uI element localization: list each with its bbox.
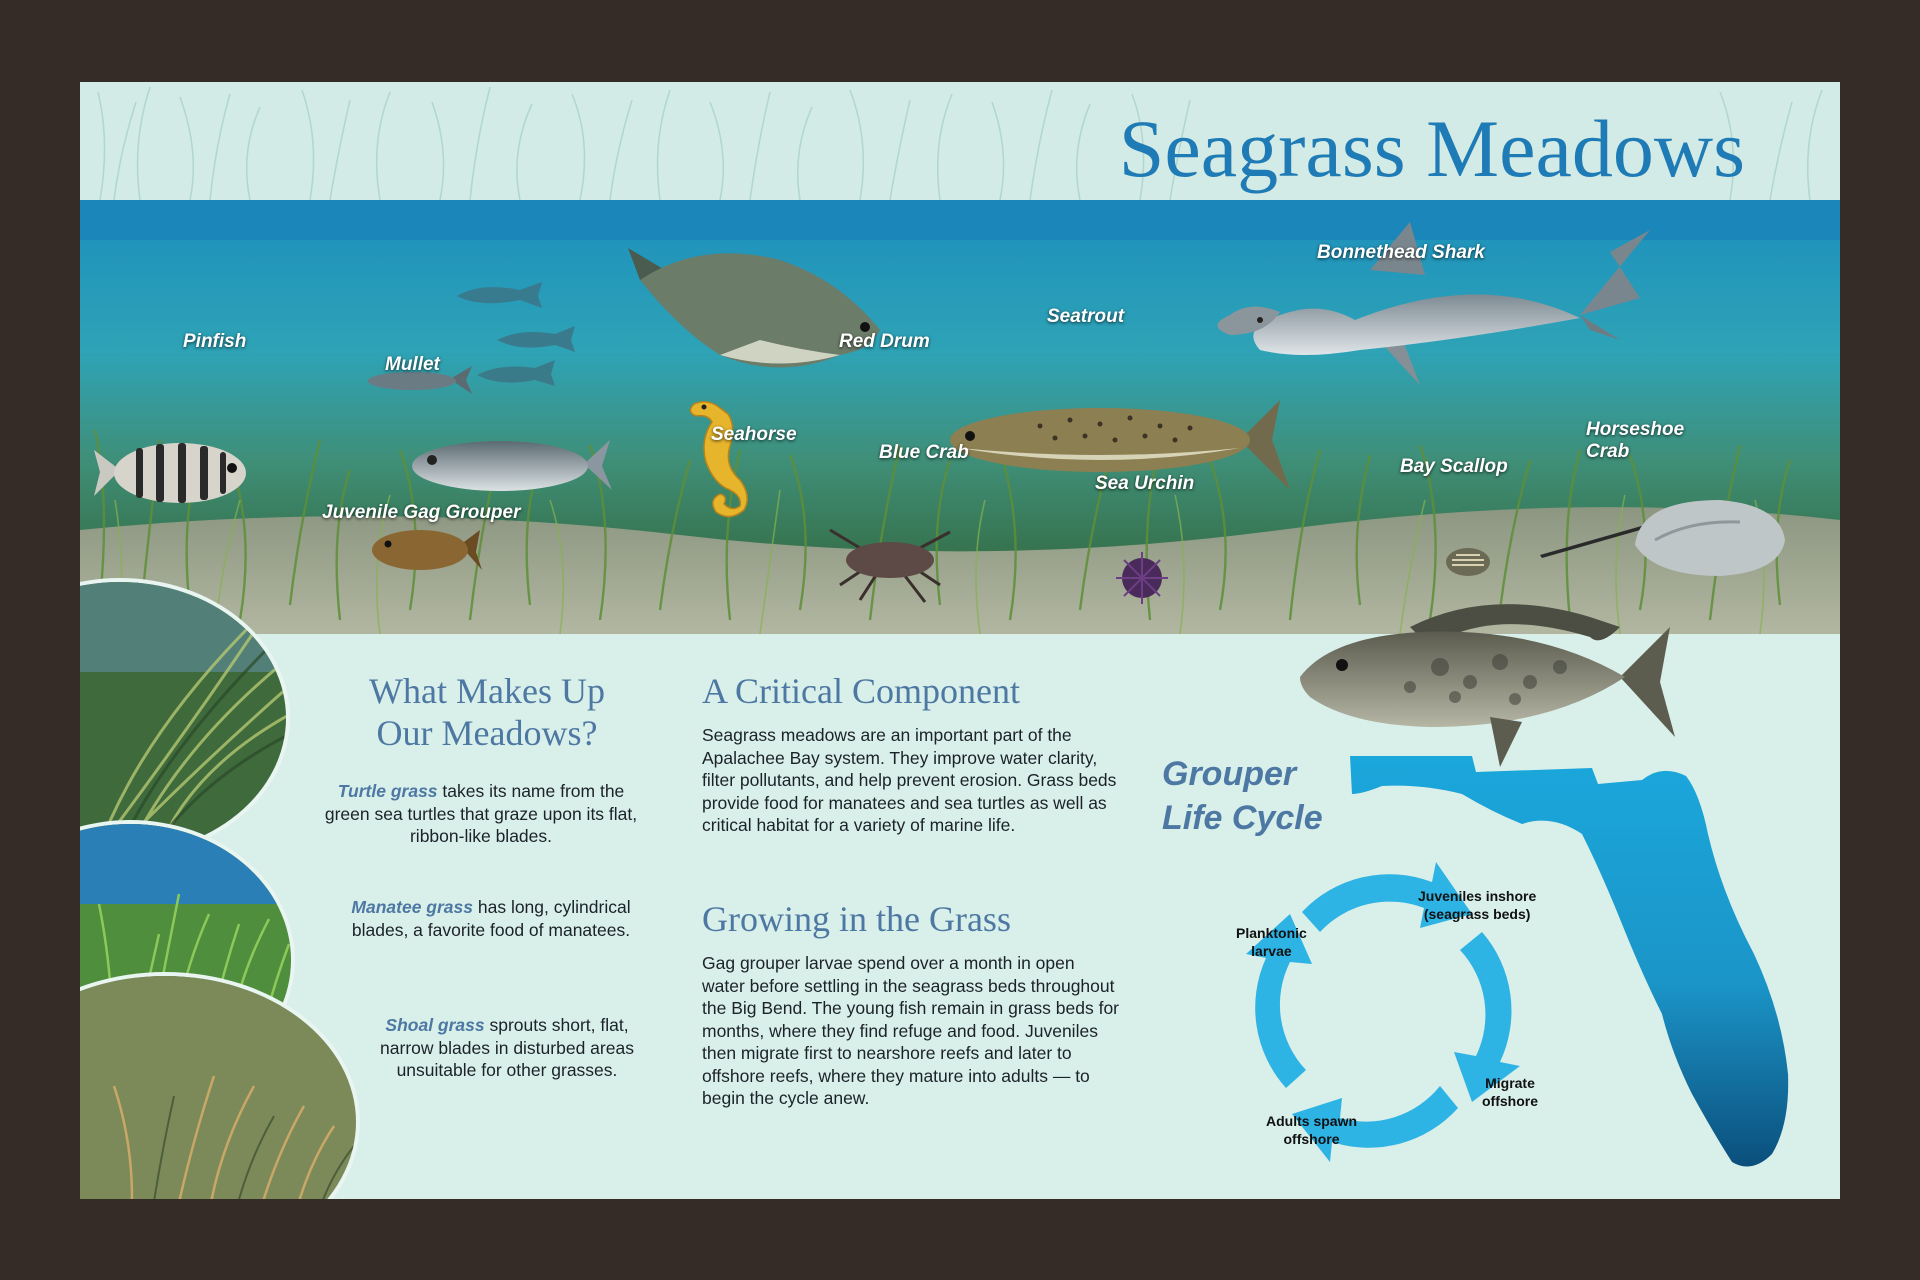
meadows-heading-line1: What Makes Up (369, 671, 605, 711)
label-horseshoe-crab: Horseshoe Crab (1586, 419, 1685, 462)
label-juvenile-gag-grouper: Juvenile Gag Grouper (322, 502, 521, 523)
critical-heading: A Critical Component (702, 671, 1020, 711)
turtle-grass-name: Turtle grass (337, 781, 438, 801)
growing-text: Gag grouper larvae spend over a month in open water before settling in the seagrass beds throughout the Big Bend. The young fish remain in grass beds for months, where they find refuge and food. Juveniles then migrate first to nearshore reefs and later to offshore reefs, where they mature into adults — to begin the cycle anew. (702, 953, 1120, 1108)
lifecycle-title-line1: Grouper (1162, 755, 1297, 793)
shoal-grass-description (362, 1014, 652, 1082)
growing-heading: Growing in the Grass (702, 899, 1011, 939)
blue-crab-body (846, 542, 934, 578)
label-seahorse: Seahorse (711, 424, 797, 445)
manatee-grass-description (346, 896, 636, 941)
label-blue-crab: Blue Crab (879, 442, 969, 463)
exhibit-panel (80, 82, 1840, 1199)
label-bonnethead-shark: Bonnethead Shark (1317, 242, 1485, 263)
adult-grouper-illustration (1290, 587, 1690, 777)
stage-migrate-offshore: Migrate offshore (1482, 1075, 1538, 1109)
turtle-grass-text: takes its name from the green sea turtles that graze upon its flat, ribbon-like blades. (324, 781, 638, 846)
manatee-grass-text: has long, cylindrical blades, a favorite food of manatees. (351, 897, 631, 940)
label-sea-urchin: Sea Urchin (1095, 473, 1195, 494)
bay-scallop-illustration (1446, 548, 1490, 576)
turtle-grass-photo (80, 578, 290, 858)
header-band (80, 82, 1840, 200)
shoal-grass-photo (80, 972, 360, 1199)
shoal-grass-text: sprouts short, flat, narrow blades in disturbed areas unsuitable for other grasses. (380, 1015, 634, 1080)
stage-adults-spawn: Adults spawn offshore (1266, 1113, 1358, 1147)
meadows-heading-line2: Our Meadows? (376, 713, 598, 753)
shoal-grass-name: Shoal grass (385, 1015, 485, 1035)
critical-text: Seagrass meadows are an important part of the Apalachee Bay system. They improve water clarity, filter pollutants, and help prevent erosion. Grass beds provide food for manatees and sea turtles as well as critical habitat for a variety of marine life. (702, 725, 1117, 835)
underwater-scene (80, 200, 1840, 634)
label-pinfish: Pinfish (183, 331, 247, 352)
lifecycle-title (1162, 752, 1323, 840)
meadows-heading (337, 670, 637, 754)
stage-planktonic-larvae: Planktonic larvae (1236, 925, 1307, 959)
label-seatrout: Seatrout (1047, 306, 1125, 327)
page-title: Seagrass Meadows (1118, 103, 1745, 194)
scene-illustration (80, 200, 1840, 634)
label-mullet: Mullet (385, 354, 440, 375)
label-red-drum: Red Drum (839, 331, 930, 352)
turtle-grass-description (316, 780, 646, 848)
lifecycle-title-line2: Life Cycle (1162, 799, 1323, 837)
manatee-grass-name: Manatee grass (351, 897, 473, 917)
label-bay-scallop: Bay Scallop (1400, 456, 1508, 477)
stage-juveniles-inshore: Juveniles inshore (seagrass beds) (1418, 888, 1537, 922)
